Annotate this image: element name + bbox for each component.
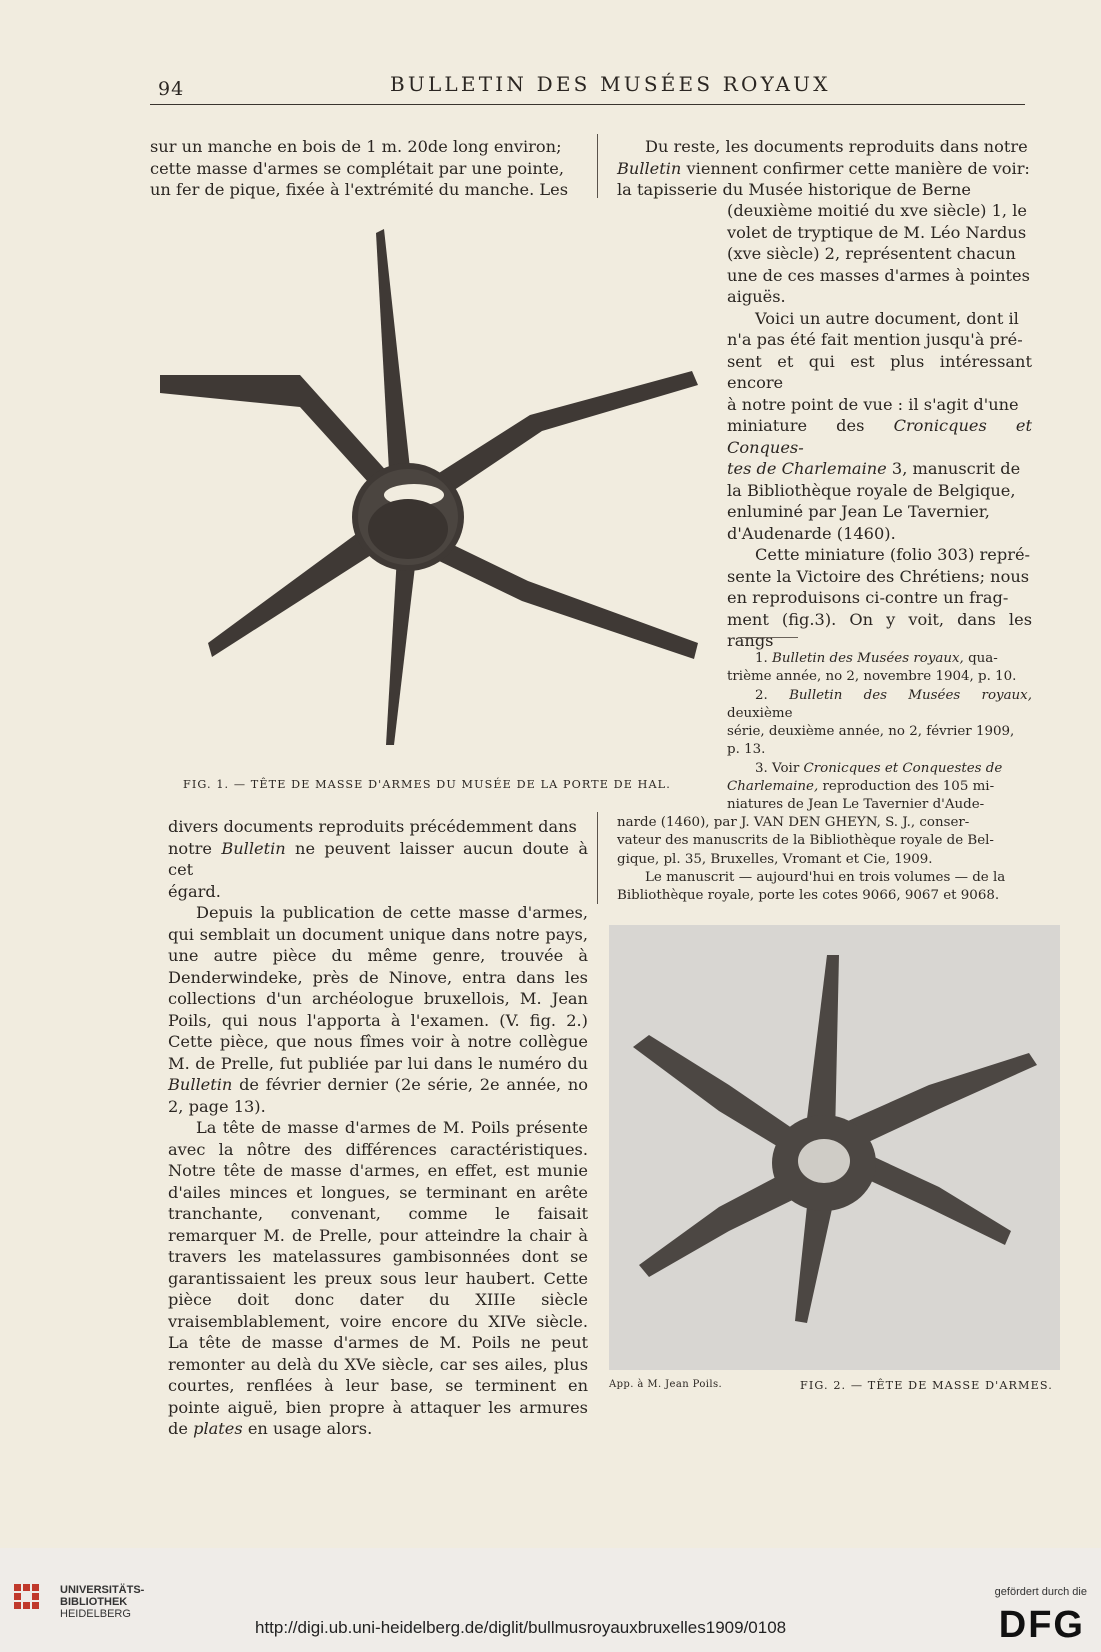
- footnote-line: niatures de Jean Le Tavernier d'Aude-: [727, 797, 985, 813]
- text-line: égard.: [168, 881, 221, 901]
- text-line: ment (fig.3). On y voit, dans les rangs: [727, 609, 1032, 650]
- text-line: Bulletin viennent confirmer cette manière de voir:: [617, 158, 1030, 178]
- footnote-line: Le manuscrit — aujourd'hui en trois volumes — de la: [645, 869, 1006, 885]
- dfg-logo: DFG: [998, 1604, 1085, 1646]
- page-number: 94: [158, 78, 185, 100]
- text-line: aiguës.: [727, 287, 786, 306]
- footnote-line: 3. Voir Cronicques et Conquestes de: [755, 760, 1003, 776]
- mace-head-photo: [609, 925, 1060, 1370]
- figure-1-mace-head: [150, 225, 705, 765]
- viewer-footer: [0, 1548, 1101, 1652]
- library-name: UNIVERSITÄTS- BIBLIOTHEK HEIDELBERG: [60, 1584, 145, 1620]
- text-line: n'a pas été fait mention jusqu'à pré-: [727, 330, 1023, 349]
- footnote-line: série, deuxième année, no 2, février 1909,: [727, 724, 1015, 740]
- text-line: notre Bulletin ne peuvent laisser aucun doute à cet: [168, 838, 588, 879]
- figure-1-caption: FIG. 1. — TÊTE DE MASSE D'ARMES DU MUSÉE DE LA PORTE DE HAL.: [183, 778, 671, 791]
- mace-head-drawing: [150, 225, 705, 765]
- text-line: sente la Victoire des Chrétiens; nous: [727, 566, 1030, 586]
- footnotes-narrow: [727, 650, 1032, 815]
- paragraph: Depuis la publication de cette masse d'armes, qui semblait un document unique dans notre pays, une autre pièce du même genre, trouvée à Denderwindeke, près de Ninove, entra dans les collections d'un archéologue bruxellois, M. Jean Poils, qui nous l'apporta à l'examen. (V. fig. 2.) Cette pièce, que nous fîmes voir à notre collègue M. de Prelle, fut publiée par lui dans le numéro du Bulletin de février dernier (2e série, 2e année, no 2, page 13).: [168, 903, 588, 1116]
- figure-2-photograph: [609, 925, 1060, 1370]
- running-head: [150, 72, 1020, 102]
- footnote-rule: [738, 637, 798, 638]
- text-line: tes de Charlemaine 3, manuscrit de: [727, 459, 1021, 478]
- footnote-line: trième année, no 2, novembre 1904, p. 10.: [727, 669, 1017, 685]
- figure-2-owner-credit: App. à M. Jean Poils.: [609, 1379, 723, 1390]
- text-line: sur un manche en bois de 1 m. 20de long environ;: [150, 137, 562, 156]
- text-line: enluminé par Jean Le Tavernier,: [727, 502, 990, 521]
- journal-title: BULLETIN DES MUSÉES ROYAUX: [390, 72, 831, 96]
- column-rule: [597, 134, 598, 198]
- footnote-line: Charlemaine, reproduction des 105 mi-: [727, 779, 995, 795]
- column-rule: [597, 812, 598, 904]
- text-line: volet de tryptique de M. Léo Nardus: [727, 222, 1027, 242]
- text-line: une de ces masses d'armes à pointes: [727, 265, 1030, 285]
- text-line: la Bibliothèque royale de Belgique,: [727, 480, 1016, 500]
- text-line: Voici un autre document, dont il: [755, 308, 1019, 328]
- footnote-line: gique, pl. 35, Bruxelles, Vromant et Cie, 1909.: [617, 851, 933, 867]
- permalink[interactable]: http://digi.ub.uni-heidelberg.de/diglit/bullmusroyauxbruxelles1909/0108: [255, 1618, 787, 1637]
- text-line: Du reste, les documents reproduits dans notre: [645, 137, 1028, 156]
- figure-2-caption: FIG. 2. — TÊTE DE MASSE D'ARMES.: [800, 1379, 1053, 1392]
- text-line: à notre point de vue : il s'agit d'une: [727, 394, 1019, 414]
- footnote-line: narde (1460), par J. VAN DEN GHEYN, S. J., conser-: [617, 815, 970, 830]
- right-column-narrow: [727, 200, 1032, 652]
- text-line: la tapisserie du Musée historique de Berne: [617, 180, 971, 199]
- funded-by-label: gefördert durch die: [994, 1586, 1087, 1598]
- text-line: miniature des Cronicques et Conques-: [727, 416, 1032, 457]
- header-rule: [150, 104, 1025, 105]
- text-line: (xve siècle) 2, représentent chacun: [727, 244, 1016, 263]
- footnote-line: 2. Bulletin des Musées royaux, deuxième: [727, 687, 1032, 721]
- text-line: d'Audenarde (1460).: [727, 523, 896, 543]
- footnote-line: Bibliothèque royale, porte les cotes 9066, 9067 et 9068.: [617, 888, 1000, 904]
- footnote-line: 1. Bulletin des Musées royaux, qua-: [755, 651, 998, 666]
- footnote-line: p. 13.: [727, 742, 766, 758]
- text-line: cette masse d'armes se complétait par une pointe,: [150, 158, 565, 178]
- university-library-logo-icon: [14, 1584, 50, 1620]
- footnotes-wide: [617, 814, 1035, 905]
- paragraph: La tête de masse d'armes de M. Poils présente avec la nôtre des différences caractéristiques. Notre tête de masse d'armes, en effet, est munie d'ailes minces et longues, se terminant en arête tranchante, convenant, comme le faisait remarquer M. de Prelle, pour atteindre la chair à travers les matelassures gambisonnées dont se garantissaient les preux sous leur haubert. Cette pièce doit donc dater du XIIIe siècle vraisemblablement, voire encore du XIVe siècle. La tête de masse d'armes de M. Poils ne peut remonter au delà du XVe siècle, car ses ailes, plus courtes, renflées à leur base, se terminent en pointe aiguë, bien propre à attaquer les armures de plates en usage alors.: [168, 1118, 588, 1438]
- left-column-top: [150, 136, 585, 201]
- text-line: divers documents reproduits précédemment dans: [168, 817, 577, 836]
- text-line: en reproduisons ci-contre un frag-: [727, 588, 1009, 607]
- right-column-top: [617, 136, 1032, 201]
- text-line: (deuxième moitié du xve siècle) 1, le: [727, 201, 1027, 220]
- left-column-bottom: [168, 816, 588, 1440]
- text-line: sent et qui est plus intéressant encore: [727, 351, 1032, 392]
- footnote-line: vateur des manuscrits de la Bibliothèque royale de Bel-: [617, 833, 994, 849]
- text-line: Cette miniature (folio 303) repré-: [755, 545, 1030, 564]
- text-line: un fer de pique, fixée à l'extrémité du manche. Les: [150, 180, 569, 199]
